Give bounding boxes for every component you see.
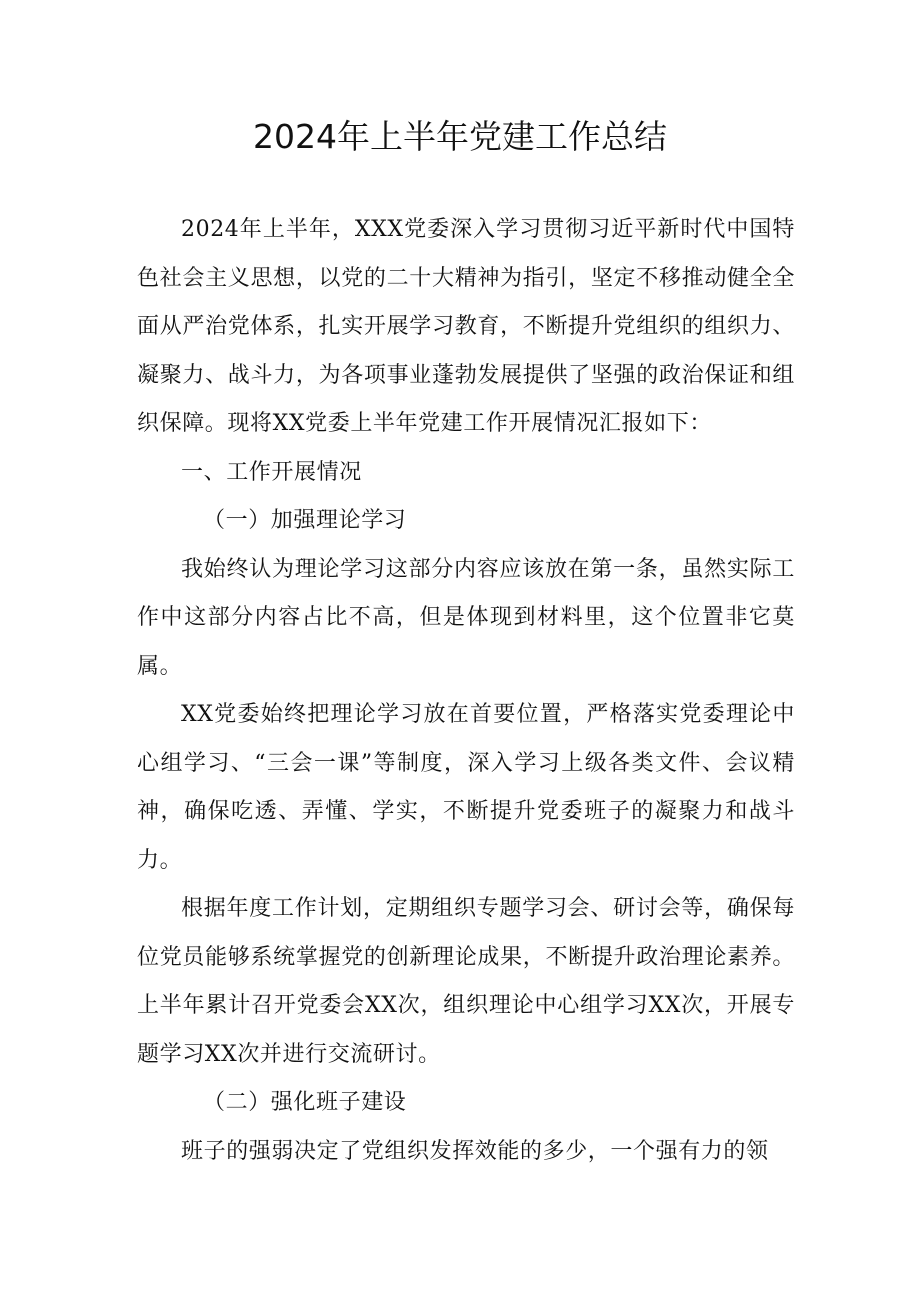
- paragraph-study-plan: 根据年度工作计划，定期组织专题学习会、研讨会等，确保每位党员能够系统掌握党的创新理论成果，不断提升政治理论素养。上半年累计召开党委会XX次，组织理论中心组学习XX次，开展专题学习XX次并进行交流研讨。: [137, 896, 795, 1067]
- paragraph-theory-study: XX党委始终把理论学习放在首要位置，严格落实党委理论中心组学习、“三会一课”等制度，深入学习上级各类文件、会议精神，确保吃透、弄懂、学实，不断提升党委班子的凝聚力和战斗力。: [137, 702, 795, 873]
- paragraph-theory-note: 我始终认为理论学习这部分内容应该放在第一条，虽然实际工作中这部分内容占比不高，但是体现到材料里，这个位置非它莫属。: [137, 556, 795, 679]
- paragraph-team-building: 班子的强弱决定了党组织发挥效能的多少，一个强有力的领: [181, 1138, 769, 1164]
- section-heading-1: 一、工作开展情况: [181, 459, 362, 485]
- subsection-heading-1: （一）加强理论学习: [203, 508, 407, 533]
- paragraph-intro: 2024年上半年，XXX党委深入学习贯彻习近平新时代中国特色社会主义思想，以党的二十大精神为指引，坚定不移推动健全全面从严治党体系，扎实开展学习教育，不断提升党组织的组织力、凝聚力、战斗力，为各项事业蓬勃发展提供了坚强的政治保证和组织保障。现将XX党委上半年党建工作开展情况汇报如下：: [137, 217, 795, 436]
- subsection-heading-2: （二）强化班子建设: [203, 1090, 407, 1115]
- document-title: 2024年上半年党建工作总结: [253, 117, 667, 156]
- document-body: [137, 206, 795, 1176]
